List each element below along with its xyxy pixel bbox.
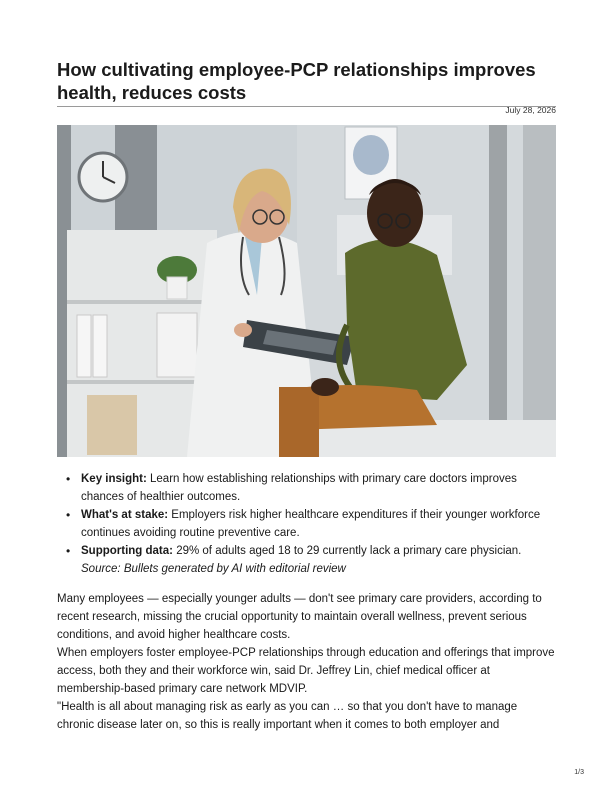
article-body: [57, 590, 556, 734]
bullet-text: Employers risk higher healthcare expenditures if their younger workforce continues avoiding routine preventive care.: [81, 509, 541, 539]
bullet-label: What's at stake:: [81, 509, 169, 521]
publish-date: July 28, 2026: [505, 105, 556, 115]
paragraph: When employers foster employee-PCP relationships through education and offerings that improve access, both they and their workforce win, said Dr. Jeffrey Lin, chief medical officer at membership-based primary care network MDVIP.: [57, 647, 555, 695]
paragraph: Many employees — especially younger adults — don't see primary care providers, according to recent research, missing the crucial opportunity to maintain overall wellness, prevent serious conditions, and avoid higher healthcare costs.: [57, 593, 542, 641]
page-number: 1/3: [574, 769, 584, 776]
bullet-label: Key insight:: [81, 473, 147, 485]
bullet-text: Learn how establishing relationships with primary care doctors improves chances of healthier outcomes.: [81, 473, 517, 503]
source-note: Source: Bullets generated by AI with editorial review: [81, 563, 346, 575]
bullet-text: 29% of adults aged 18 to 29 currently lack a primary care physician.: [173, 545, 522, 557]
article-title: How cultivating employee-PCP relationships improves health, reduces costs: [57, 59, 536, 103]
bullet-whats-at-stake: [57, 506, 556, 542]
bullet-key-insight: [57, 470, 556, 506]
paragraph: "Health is all about managing risk as early as you can … so that you don't have to manage chronic disease later on, so this is really important when it comes to both employer and: [57, 701, 518, 731]
bullet-label: Supporting data:: [81, 545, 173, 557]
doctor-patient-photo: [57, 125, 556, 457]
key-points-list: [57, 470, 556, 578]
title-divider: [57, 106, 556, 107]
bullet-supporting-data: [57, 542, 556, 560]
